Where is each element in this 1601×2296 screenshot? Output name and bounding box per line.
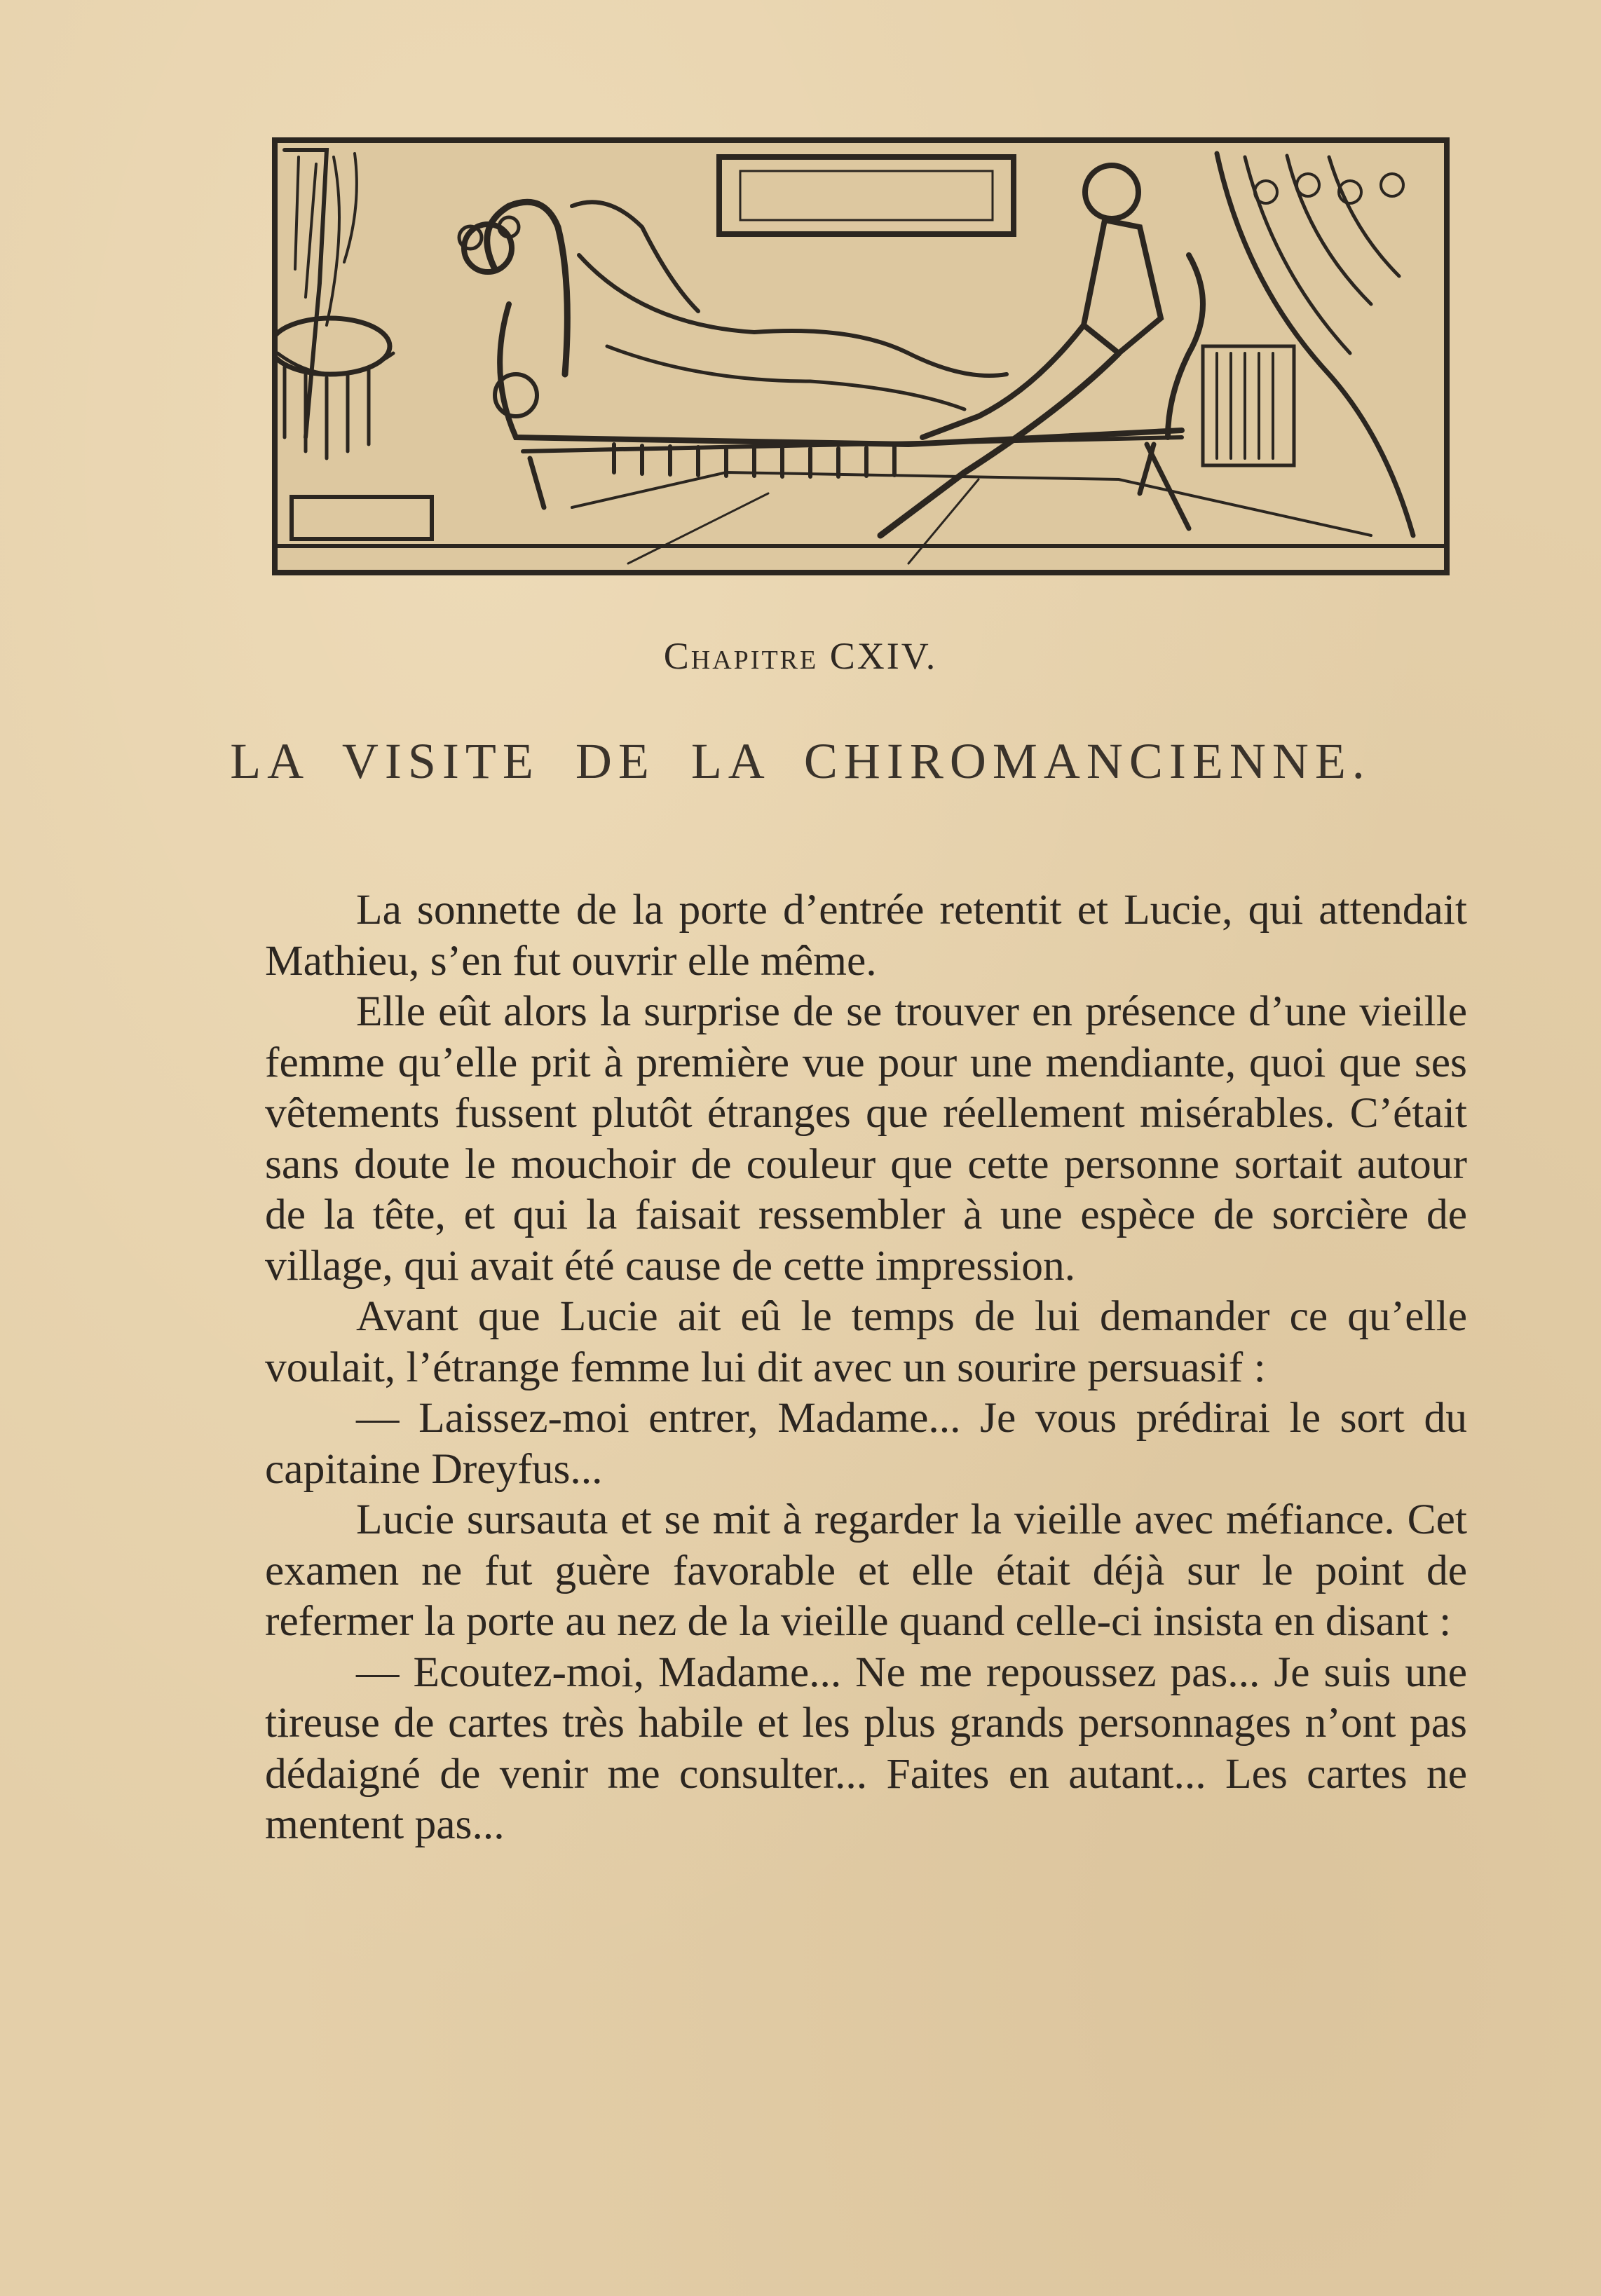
paragraph: Avant que Lucie ait eû le temps de lui demander ce qu’elle voulait, l’étrange femme lui dit avec un sourire persuasif : — [265, 1292, 1467, 1391]
paragraph: Lucie sursauta et se mit à regarder la vieille avec méfiance. Cet examen ne fut guère favorable et elle était déjà sur le point de refermer la porte au nez de la vieille quand celle-ci insista en disant : — [265, 1496, 1467, 1645]
chapter-title: LA VISITE DE LA CHIROMANCIENNE. — [230, 733, 1371, 789]
paragraph: — Ecoutez-moi, Madame... Ne me repoussez pas... Je suis une tireuse de cartes très habile et les plus grands personnages n’ont pas dédaigné de venir me consulter... Faites en autant... Les cartes ne mentent pas... — [265, 1648, 1467, 1848]
chapter-heading: Chapitre CXIV. — [663, 635, 938, 677]
chapter-text — [265, 884, 1467, 1850]
chapter-vignette — [272, 137, 1450, 575]
paragraph: — Laissez-moi entrer, Madame... Je vous prédirai le sort du capitaine Dreyfus... — [265, 1394, 1467, 1493]
engraving-illustration-icon — [278, 143, 1444, 570]
paragraph: La sonnette de la porte d’entrée retentit et Lucie, qui attendait Mathieu, s’en fut ouvrir elle même. — [265, 886, 1467, 985]
paragraph: Elle eût alors la surprise de se trouver en présence d’une vieille femme qu’elle prit à première vue pour une mendiante, quoi que ses vêtements fussent plutôt étranges que réellement misérables. C’était sans doute le mouchoir de couleur que cette personne sortait autour de la tête, et qui la faisait ressembler à une espèce de sorcière de village, qui avait été cause de cette impression. — [265, 988, 1467, 1290]
